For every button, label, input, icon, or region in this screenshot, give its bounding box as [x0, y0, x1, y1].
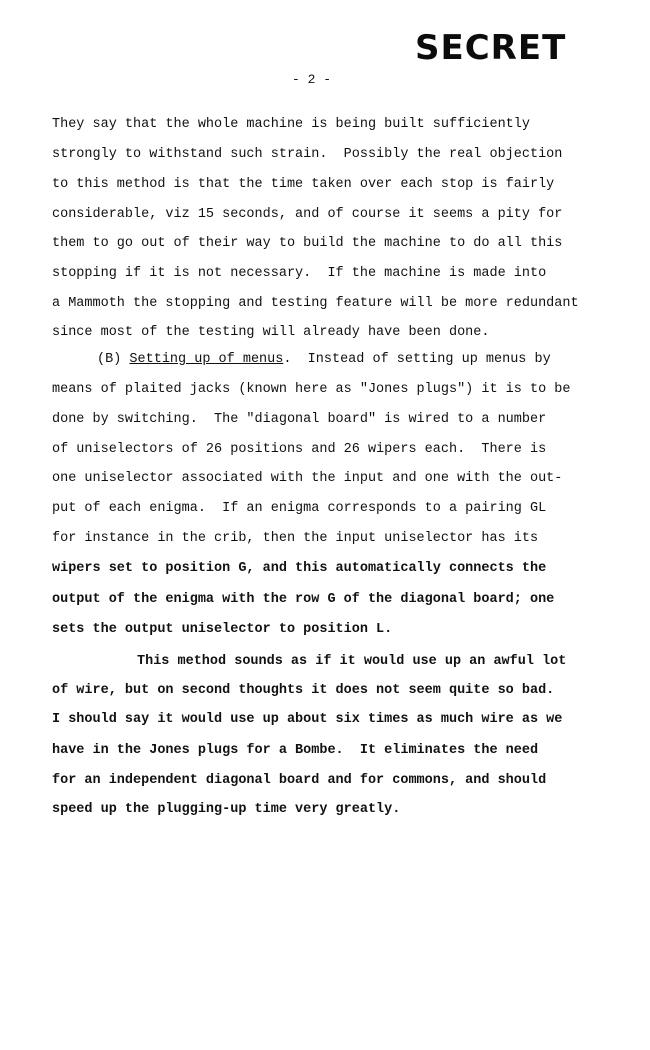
text-fragment: . Instead of setting up menus by	[283, 352, 551, 367]
text-line: have in the Jones plugs for a Bombe. It eliminates the need	[52, 743, 539, 758]
text-line: wipers set to position G, and this automatically connects the	[52, 561, 547, 576]
text-line: of uniselectors of 26 positions and 26 wipers each. There is	[52, 442, 547, 457]
secret-stamp: SECRET	[415, 28, 567, 68]
text-line: since most of the testing will already have been done.	[52, 325, 490, 340]
text-line: speed up the plugging-up time very greatly.	[52, 802, 401, 817]
text-line: sets the output uniselector to position L.	[52, 622, 393, 637]
text-line: them to go out of their way to build the machine to do all this	[52, 236, 563, 251]
page-number: - 2 -	[292, 72, 332, 87]
text-line: put of each enigma. If an enigma corresponds to a pairing GL	[52, 501, 547, 516]
text-line: considerable, viz 15 seconds, and of course it seems a pity for	[52, 207, 563, 222]
text-line: a Mammoth the stopping and testing feature will be more redundant	[52, 296, 579, 311]
text-line: for instance in the crib, then the input uniselector has its	[52, 531, 539, 546]
text-line: stopping if it is not necessary. If the machine is made into	[52, 266, 547, 281]
text-line: for an independent diagonal board and for commons, and should	[52, 773, 547, 788]
text-line: strongly to withstand such strain. Possibly the real objection	[52, 147, 563, 162]
section-heading: Setting up of menus	[129, 352, 284, 367]
text-line: They say that the whole machine is being built sufficiently	[52, 117, 530, 132]
text-line: I should say it would use up about six times as much wire as we	[52, 712, 563, 727]
text-line: done by switching. The "diagonal board" is wired to a number	[52, 412, 547, 427]
section-marker: (B)	[97, 352, 122, 367]
text-line: one uniselector associated with the input and one with the out-	[52, 471, 563, 486]
paragraph-2-first-line	[97, 351, 551, 369]
text-line: of wire, but on second thoughts it does not seem quite so bad.	[52, 683, 555, 698]
text-line: means of plaited jacks (known here as "Jones plugs") it is to be	[52, 382, 571, 397]
text-line: This method sounds as if it would use up an awful lot	[137, 654, 567, 669]
text-line: output of the enigma with the row G of the diagonal board; one	[52, 592, 555, 607]
text-line: to this method is that the time taken over each stop is fairly	[52, 177, 555, 192]
